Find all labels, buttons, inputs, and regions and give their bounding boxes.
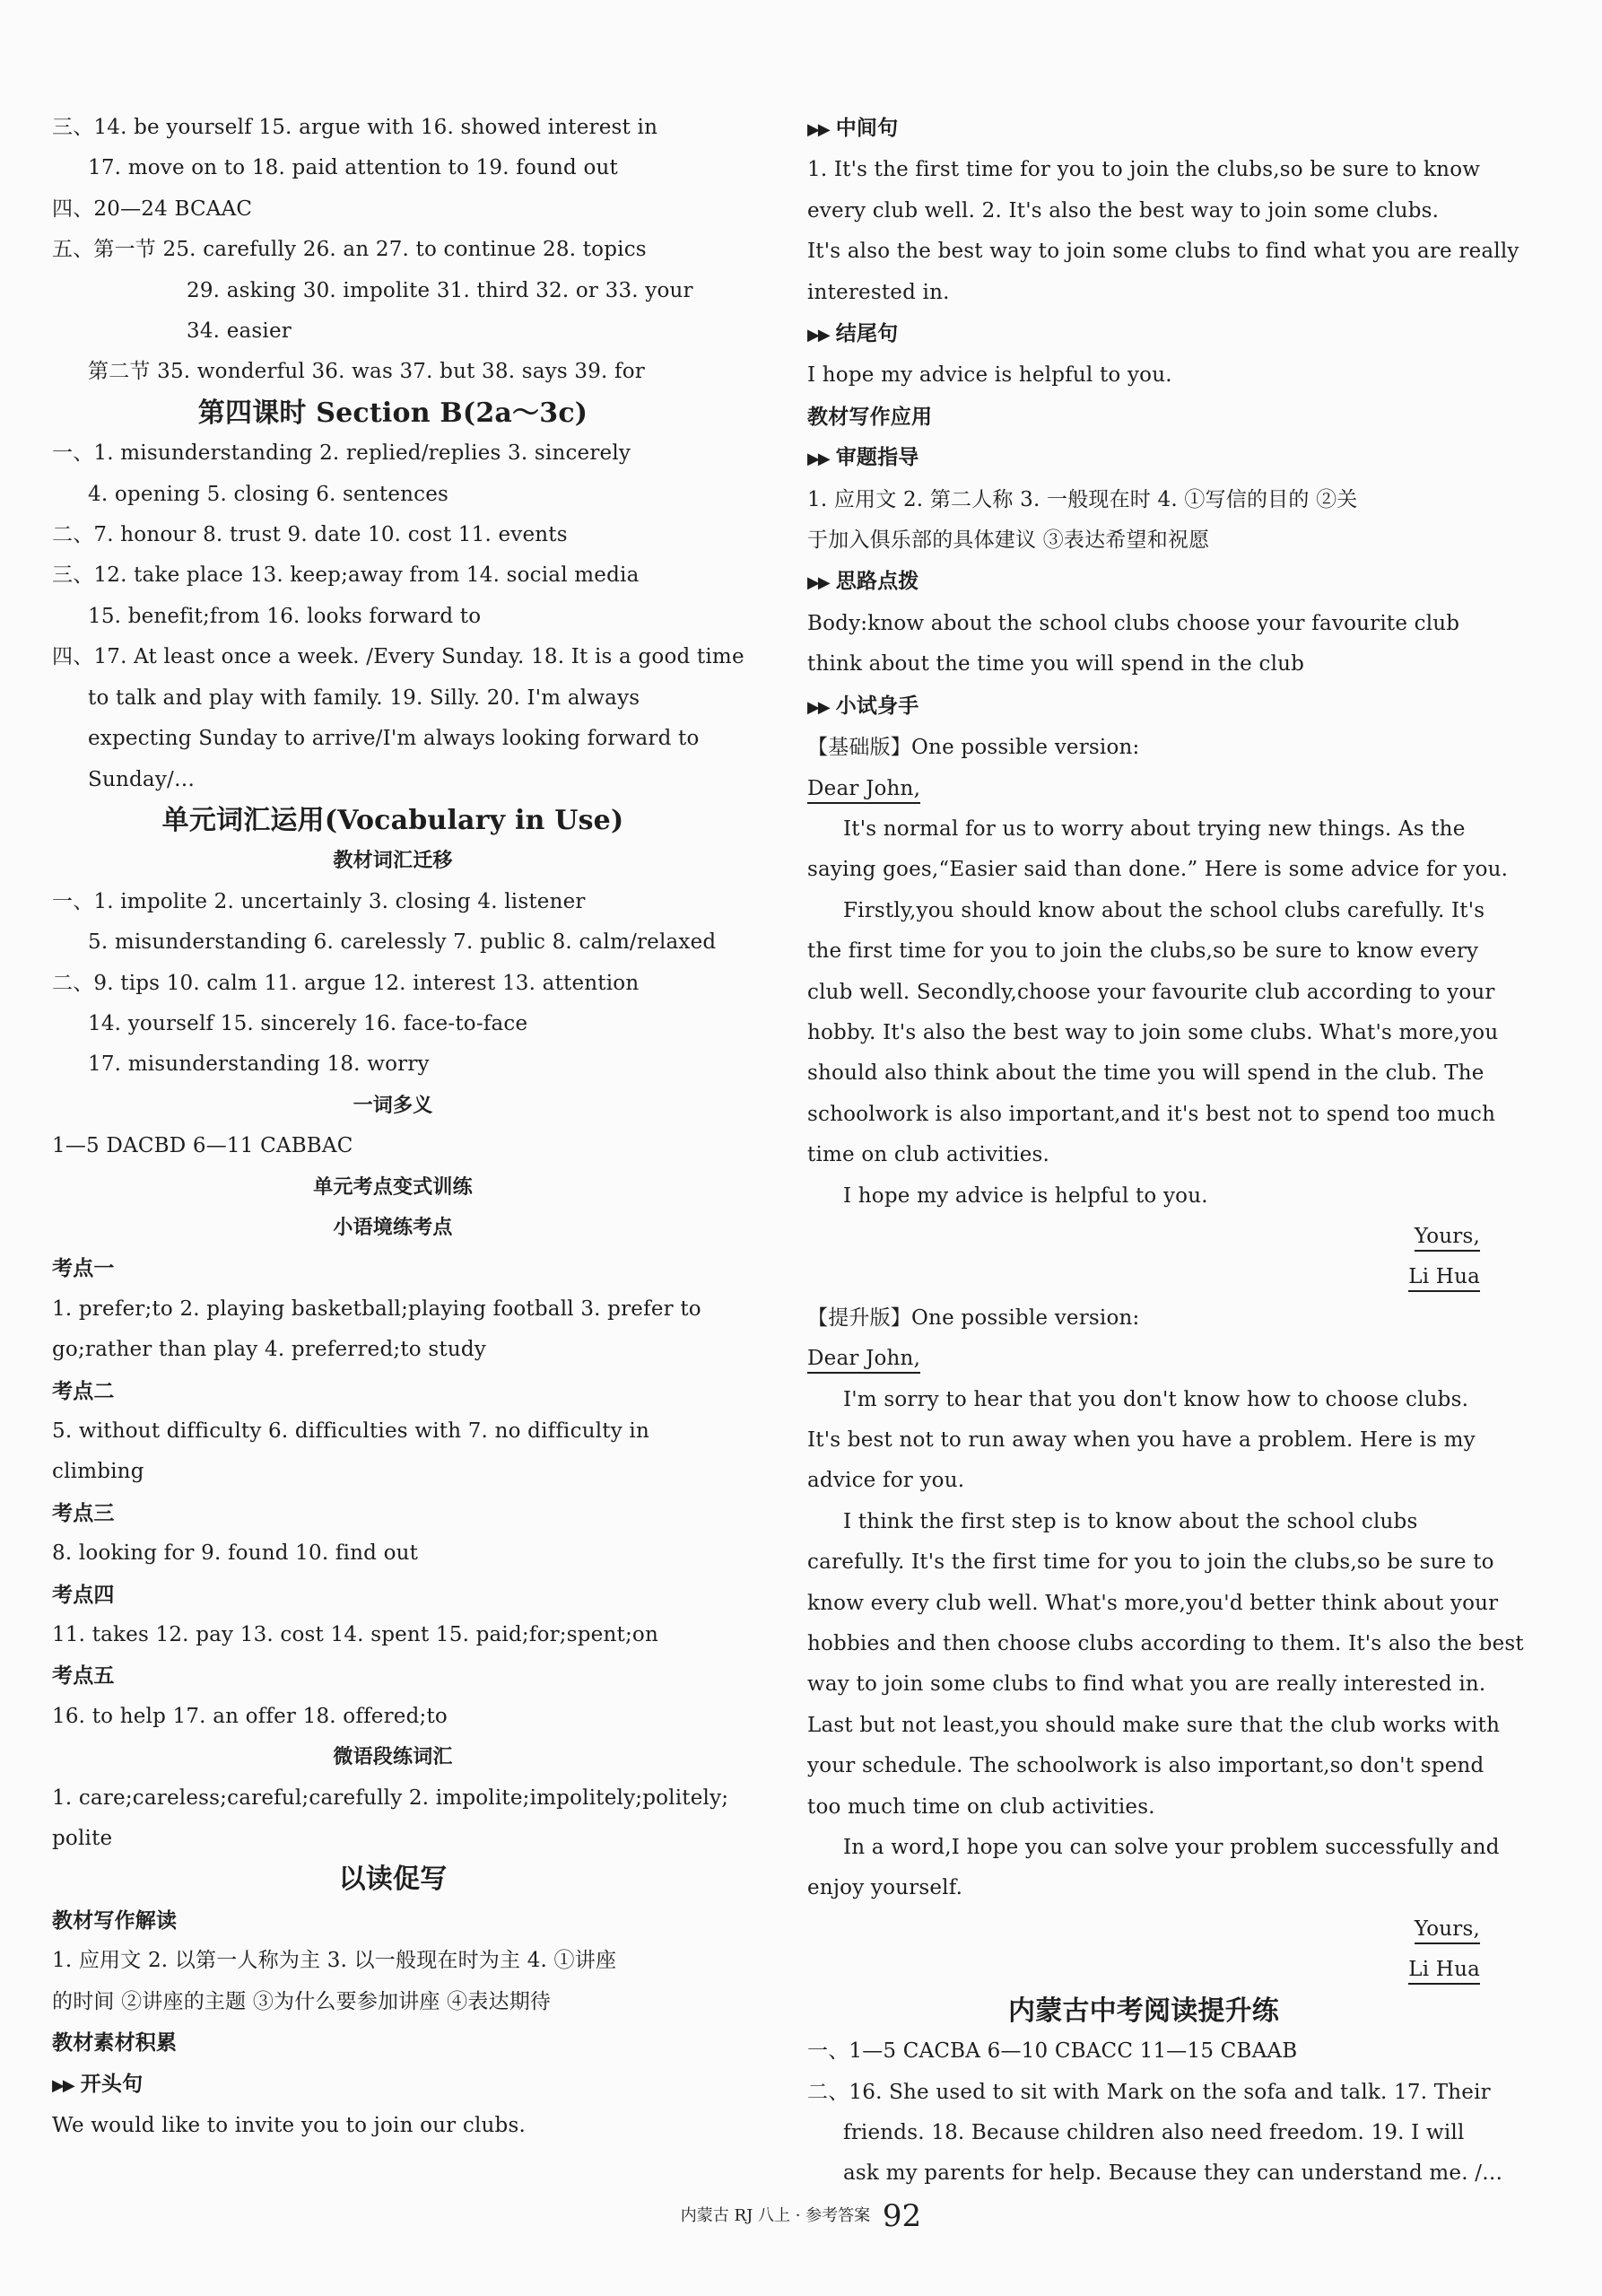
left-line: 二、9. tips 10. calm 11. argue 12. interest 13. attention: [52, 971, 640, 995]
right-line: Yours,: [807, 1217, 1480, 1257]
left-line: 教材词汇迁移: [333, 849, 453, 873]
left-line: 29. asking 30. impolite 31. third 32. or 33. your: [187, 278, 693, 302]
right-line: 一、1—5 CACBA 6—10 CBACC 11—15 CBAAB: [807, 2039, 1298, 2064]
right-line: Firstly,you should know about the school clubs carefully. It's: [843, 898, 1485, 922]
left-line: 4. opening 5. closing 6. sentences: [88, 482, 449, 506]
right-line: friends. 18. Because children also need freedom. 19. I will: [843, 2120, 1465, 2144]
right-line: time on club activities.: [807, 1143, 1050, 1167]
double-arrow-icon: ▶▶: [807, 697, 829, 717]
left-line: Sunday/…: [88, 767, 196, 791]
left-line: 8. looking for 9. found 10. find out: [52, 1541, 419, 1566]
right-line: club well. Secondly,choose your favourite club according to your: [807, 980, 1495, 1004]
right-line: 1. It's the first time for you to join the clubs,so be sure to know: [807, 158, 1481, 182]
right-line: 1. 应用文 2. 第二人称 3. 一般现在时 4. ①写信的目的 ②关: [807, 487, 1358, 511]
right-line: I hope my advice is helpful to you.: [843, 1183, 1208, 1208]
left-line: climbing: [52, 1460, 144, 1484]
left-line: 考点五: [52, 1663, 115, 1689]
left-line: 三、12. take place 13. keep;away from 14. social media: [52, 563, 640, 588]
left-line: 第二节 35. wonderful 36. was 37. but 38. says 39. for: [88, 360, 646, 384]
right-line: 二、16. She used to sit with Mark on the sofa and talk. 17. Their: [807, 2080, 1491, 2104]
left-line: 考点四: [52, 1582, 115, 1607]
left-line: 1. 应用文 2. 以第一人称为主 3. 以一般现在时为主 4. ①讲座: [52, 1949, 617, 1973]
left-line: 11. takes 12. pay 13. cost 14. spent 15. paid;for;spent;on: [52, 1623, 658, 1647]
right-line: hobbies and then choose clubs according to them. It's also the best: [807, 1632, 1524, 1656]
left-line: We would like to invite you to join our clubs.: [52, 2113, 526, 2137]
right-line: too much time on club activities.: [807, 1794, 1155, 1819]
double-arrow-icon: ▶▶: [807, 573, 829, 593]
right-line: advice for you.: [807, 1469, 965, 1493]
right-line: saying goes,“Easier said than done.” Here is some advice for you.: [807, 858, 1509, 882]
right-line: Body:know about the school clubs choose your favourite club: [807, 611, 1460, 635]
page-number: 92: [882, 2198, 922, 2234]
right-line: ▶▶ 中间句: [807, 116, 899, 140]
right-line: 【提升版】One possible version:: [807, 1305, 1140, 1330]
left-line: 四、17. At least once a week. /Every Sunday. 18. It is a good time: [52, 645, 744, 669]
left-line: 考点三: [52, 1500, 115, 1525]
left-line: 以读促写: [338, 1864, 448, 1896]
left-line: 二、7. honour 8. trust 9. date 10. cost 11. events: [52, 523, 568, 547]
right-line: I hope my advice is helpful to you.: [807, 363, 1172, 388]
left-line: 单元考点变式训练: [313, 1174, 473, 1199]
footer-label: 内蒙古 RJ 八上 · 参考答案: [680, 2206, 871, 2225]
left-line: 微语段练词汇: [333, 1745, 453, 1769]
right-line: ▶▶ 结尾句: [807, 321, 899, 346]
left-line: 一、1. misunderstanding 2. replied/replies 3. sincerely: [52, 441, 631, 466]
left-line: polite: [52, 1827, 113, 1851]
right-line: every club well. 2. It's also the best way to join some clubs.: [807, 198, 1440, 223]
right-line: ask my parents for help. Because they can understand me. /…: [843, 2161, 1503, 2186]
left-line: 1—5 DACBD 6—11 CABBAC: [52, 1134, 353, 1158]
left-line: 教材素材积累: [52, 2030, 178, 2056]
left-line: 1. prefer;to 2. playing basketball;playing football 3. prefer to: [52, 1296, 701, 1321]
right-column: [807, 108, 1524, 2195]
right-line: I think the first step is to know about the school clubs: [843, 1509, 1418, 1533]
left-line: 34. easier: [187, 319, 292, 344]
left-line: 17. move on to 18. paid attention to 19. found out: [88, 156, 618, 180]
left-line: 小语境练考点: [333, 1215, 453, 1239]
left-line: to talk and play with family. 19. Silly. 20. I'm always: [88, 685, 640, 710]
left-line: 5. without difficulty 6. difficulties with 7. no difficulty in: [52, 1419, 649, 1443]
left-line: 5. misunderstanding 6. carelessly 7. public 8. calm/relaxed: [88, 930, 717, 955]
left-line: go;rather than play 4. preferred;to study: [52, 1338, 486, 1362]
right-line: interested in.: [807, 280, 950, 304]
right-line: ▶▶ 审题指导: [807, 445, 919, 470]
right-line: 于加入俱乐部的具体建议 ③表达希望和祝愿: [807, 528, 1210, 553]
left-line: ▶▶ 开头句: [52, 2071, 144, 2096]
right-line: way to join some clubs to find what you are really interested in.: [807, 1672, 1486, 1697]
left-line: 15. benefit;from 16. looks forward to: [88, 604, 482, 628]
right-line: Li Hua: [807, 1257, 1480, 1297]
right-line: carefully. It's the first time for you to join the clubs,so be sure to: [807, 1550, 1494, 1575]
left-line: 四、20—24 BCAAC: [52, 196, 253, 221]
left-line: 的时间 ②讲座的主题 ③为什么要参加讲座 ④表达期待: [52, 1989, 552, 2013]
left-line: 考点二: [52, 1378, 115, 1403]
right-line: Li Hua: [807, 1950, 1480, 1990]
double-arrow-icon: ▶▶: [807, 120, 829, 139]
right-line: In a word,I hope you can solve your problem successfully and: [843, 1836, 1500, 1860]
right-line: Dear John,: [807, 769, 1480, 809]
left-line: 一词多义: [353, 1093, 433, 1117]
right-line: schoolwork is also important,and it's best not to spend too much: [807, 1102, 1496, 1126]
right-line: Last but not least,you should make sure that the club works with: [807, 1713, 1501, 1737]
double-arrow-icon: ▶▶: [807, 450, 829, 469]
left-line: 三、14. be yourself 15. argue with 16. showed interest in: [52, 116, 658, 139]
right-line: your schedule. The schoolwork is also important,so don't spend: [807, 1754, 1484, 1778]
right-line: 内蒙古中考阅读提升练: [1008, 1995, 1279, 2027]
left-line: 16. to help 17. an offer 18. offered;to: [52, 1704, 448, 1728]
double-arrow-icon: ▶▶: [807, 326, 829, 345]
left-line: 1. care;careless;careful;carefully 2. impolite;impolitely;politely;: [52, 1785, 729, 1810]
right-line: It's also the best way to join some clubs to find what you are really: [807, 240, 1519, 264]
right-line: enjoy yourself.: [807, 1876, 963, 1900]
page-footer: [0, 2198, 1602, 2234]
left-line: 第四课时 Section B(2a～3c): [197, 397, 588, 429]
left-line: 一、1. impolite 2. uncertainly 3. closing 4. listener: [52, 889, 586, 913]
right-line: Yours,: [807, 1909, 1480, 1950]
left-line: 五、第一节 25. carefully 26. an 27. to continue 28. topics: [52, 238, 647, 262]
left-line: 考点一: [52, 1256, 115, 1281]
right-line: 教材写作应用: [807, 404, 933, 429]
right-line: ▶▶ 小试身手: [807, 693, 919, 718]
right-line: the first time for you to join the clubs,so be sure to know every: [807, 939, 1479, 964]
right-line: 【基础版】One possible version:: [807, 736, 1140, 760]
left-line: 14. yourself 15. sincerely 16. face-to-face: [88, 1011, 528, 1035]
right-line: It's normal for us to worry about trying new things. As the: [843, 816, 1466, 841]
right-line: Dear John,: [807, 1339, 1480, 1379]
right-line: think about the time you will spend in the club: [807, 652, 1305, 677]
left-line: expecting Sunday to arrive/I'm always looking forward to: [88, 727, 700, 751]
right-line: It's best not to run away when you have a problem. Here is my: [807, 1428, 1476, 1452]
left-line: 17. misunderstanding 18. worry: [88, 1052, 430, 1077]
left-column: [52, 108, 744, 2146]
double-arrow-icon: ▶▶: [52, 2075, 74, 2095]
right-line: hobby. It's also the best way to join some clubs. What's more,you: [807, 1020, 1499, 1044]
right-line: ▶▶ 思路点拨: [807, 569, 919, 594]
right-line: I'm sorry to hear that you don't know how to choose clubs.: [843, 1387, 1469, 1411]
left-line: 单元词汇运用(Vocabulary in Use): [161, 804, 624, 836]
right-line: should also think about the time you will spend in the club. The: [807, 1061, 1484, 1086]
left-line: 教材写作解读: [52, 1908, 178, 1933]
right-line: know every club well. What's more,you'd better think about your: [807, 1591, 1499, 1615]
